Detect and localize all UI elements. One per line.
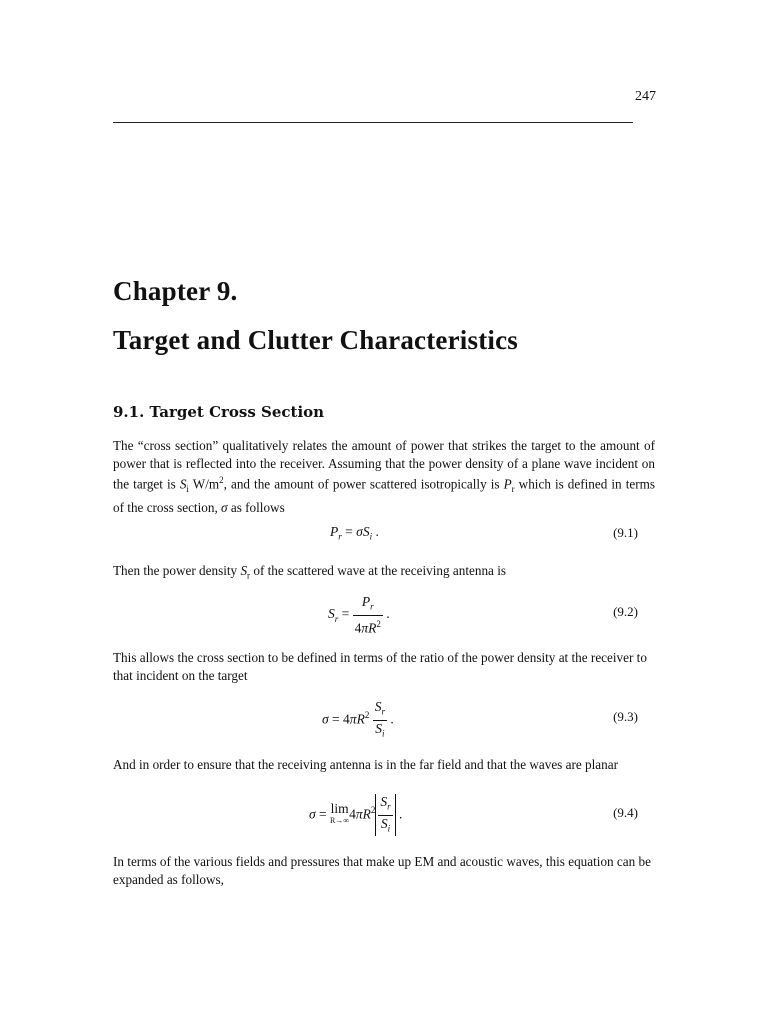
page-number: 247 <box>635 89 656 104</box>
sigma-symbol: σ <box>221 499 228 515</box>
paragraph-text: as follows <box>227 499 285 515</box>
eq-sub: r <box>338 531 342 542</box>
eq-sup: 2 <box>364 709 370 720</box>
sigma-symbol: σ <box>322 711 329 727</box>
eq-sign: = <box>338 606 353 622</box>
var-s: S <box>240 563 248 578</box>
eq-denominator: $S_i$ <box>380 815 391 834</box>
section-heading: 9.1. Target Cross Section <box>113 403 325 421</box>
sigma-symbol: σ <box>309 806 316 822</box>
eq-sub: r <box>334 613 339 624</box>
eq-sub: i <box>369 531 373 542</box>
equation-9-1 <box>330 524 379 542</box>
paragraph-power-density <box>113 562 655 585</box>
subscript: r <box>511 484 515 495</box>
equation-9-3 <box>322 699 394 741</box>
paragraph-text: Then the power density <box>113 563 241 578</box>
eq-sup: 2 <box>370 804 376 815</box>
header-rule <box>113 122 633 123</box>
eq-sign: = <box>341 524 357 539</box>
paragraph-text: which is defined in terms of the cross section, <box>113 476 655 515</box>
equation-number-9-4: (9.4) <box>613 805 638 820</box>
eq-numerator: $S_r$ <box>373 699 387 721</box>
equation-number-9-1: (9.1) <box>613 525 638 540</box>
equation-9-4 <box>309 794 402 836</box>
eq-end: . <box>395 806 403 822</box>
paragraph-expansion: In terms of the various fields and pressures that make up EM and acoustic waves, this equation can be expanded as follows, <box>113 854 651 887</box>
eq-fraction <box>353 594 383 636</box>
eq-sign: = <box>315 806 331 822</box>
eq-end: . <box>372 524 379 539</box>
sigma-symbol: σ <box>356 524 363 539</box>
eq-absolute-value <box>375 794 395 836</box>
eq-numerator: $S_r$ <box>378 794 392 816</box>
eq-sign: = 4 <box>328 711 350 727</box>
eq-denominator: $S_i$ <box>375 720 385 739</box>
eq-limit: lim R→∞ <box>330 801 350 826</box>
chapter-title: Target and Clutter Characteristics <box>113 325 518 355</box>
paragraph-text: The “cross section” qualitatively relates the amount of power that strikes the target to the amount of power that is reflected into the receiver. Assuming that the power density of a plane wave incident on the target is <box>113 438 655 492</box>
superscript: 2 <box>219 475 224 485</box>
chapter-heading: Chapter 9. <box>113 276 238 306</box>
eq-var: S <box>328 606 335 622</box>
eq-var: S <box>362 524 370 539</box>
equation-number-9-2: (9.2) <box>613 604 638 619</box>
eq-coefficient: 4 <box>349 806 356 822</box>
var-s: S <box>179 476 187 492</box>
eq-var: R <box>362 806 371 822</box>
subscript: i <box>186 484 189 495</box>
paragraph-text: W/m <box>188 476 220 492</box>
eq-var: R <box>356 711 365 727</box>
eq-end: . <box>382 606 390 622</box>
subscript: r <box>247 570 251 581</box>
eq-end: . <box>386 711 394 727</box>
paragraph-text: , and the amount of power scattered isotropically is <box>223 476 504 492</box>
equation-9-2 <box>328 594 390 636</box>
paragraph-cross-section-intro <box>113 437 655 516</box>
paragraph-ratio-definition: This allows the cross section to be defined in terms of the ratio of the power density at the receiver to that incident on the target <box>113 650 647 683</box>
eq-denominator: $4\pi R^2$ <box>354 618 381 636</box>
var-p: P <box>503 476 512 492</box>
paragraph-text: of the scattered wave at the receiving antenna is <box>250 563 506 578</box>
eq-numerator: $P_r$ <box>353 594 383 616</box>
eq-fraction <box>378 794 392 836</box>
eq-var: P <box>330 524 339 539</box>
equation-number-9-3: (9.3) <box>613 709 638 724</box>
pi-symbol: π <box>355 806 363 822</box>
eq-fraction <box>373 699 387 741</box>
paragraph-far-field: And in order to ensure that the receiving antenna is in the far field and that the waves are planar <box>113 757 618 772</box>
pi-symbol: π <box>349 711 357 727</box>
